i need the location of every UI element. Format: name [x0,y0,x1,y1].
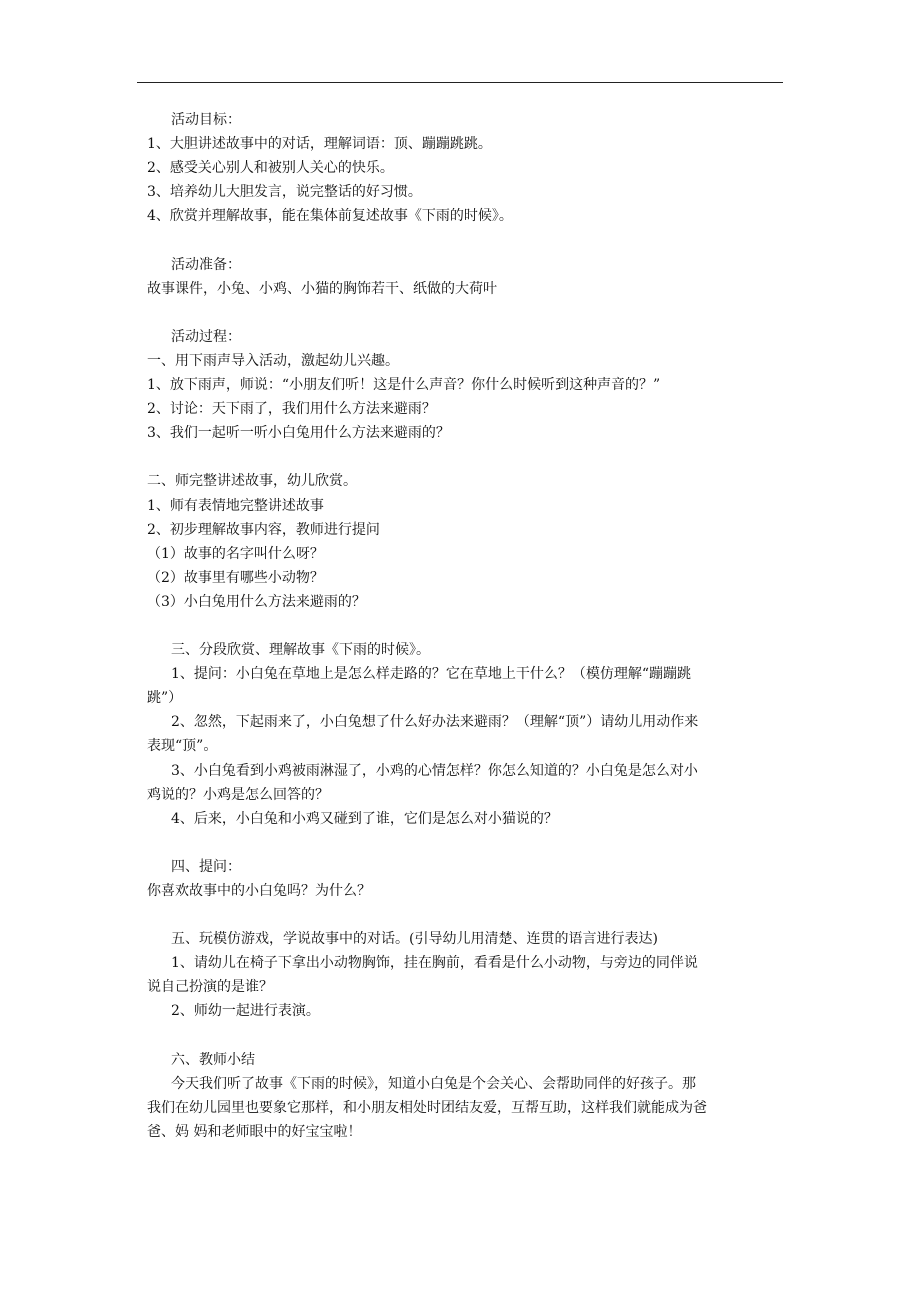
spacer [147,903,787,927]
prep-text: 故事课件，小兔、小鸡、小猫的胸饰若干、纸做的大荷叶 [147,280,497,297]
spacer [147,1024,787,1048]
part3-item2-cont: 表现“顶”。 [147,738,218,755]
part5-item2: 2、师幼一起进行表演。 [171,1003,320,1020]
part3-item4: 4、后来，小白兔和小鸡又碰到了谁，它们是怎么对小猫说的？ [171,810,558,827]
summary-line: 我们在幼儿园里也要象它那样，和小朋友相处时团结友爱，互帮互助，这样我们就能成为爸 [147,1099,707,1116]
prep-heading: 活动准备： [171,256,241,273]
part6-title: 六、教师小结 [171,1051,255,1068]
part3-item2: 2、忽然，下起雨来了，小白兔想了什么好办法来避雨？（理解“顶”）请幼儿用动作来 [171,714,699,731]
spacer [147,301,787,325]
part3-title: 三、分段欣赏、理解故事《下雨的时候》。 [171,642,430,659]
part4-title: 四、提问： [171,858,241,875]
part1-title: 一、用下雨声导入活动，激起幼儿兴趣。 [147,352,399,369]
part3-item1-cont: 跳”） [147,690,183,707]
part5-item1-cont: 说自己扮演的是谁？ [147,979,273,996]
part3-item3: 3、小白兔看到小鸡被雨淋湿了，小鸡的心情怎样？你怎么知道的？小白兔是怎么对小 [171,762,698,779]
spacer [147,831,787,855]
summary-line: 今天我们听了故事《下雨的时候》，知道小白兔是个会关心、会帮助同伴的好孩子。那 [171,1075,696,1092]
part1-item: 1、放下雨声，师说：“小朋友们听！这是什么声音？你什么时候听到这种声音的？” [147,377,661,394]
part2-question: （2）故事里有哪些小动物？ [147,569,324,586]
spacer [147,614,787,638]
document-body [147,108,787,1144]
spacer [147,228,787,252]
goals-heading: 活动目标： [171,112,241,128]
part1-item: 2、讨论：天下雨了，我们用什么方法来避雨？ [147,401,436,418]
part5-title: 五、玩模仿游戏，学说故事中的对话。(引导幼儿用清楚、连贯的语言进行表达) [171,931,658,948]
part2-item: 2、初步理解故事内容，教师进行提问 [147,521,380,538]
goal-item: 3、培养幼儿大胆发言，说完整话的好习惯。 [147,184,422,201]
part5-item1: 1、请幼儿在椅子下拿出小动物胸饰，挂在胸前，看看是什么小动物，与旁边的同伴说 [171,955,698,972]
part2-question: （1）故事的名字叫什么呀？ [147,545,324,562]
part2-title: 二、师完整讲述故事，幼儿欣赏。 [147,473,357,490]
part3-item1: 1、提问：小白兔在草地上是怎么样走路的？它在草地上干什么？（模仿理解“蹦蹦跳 [171,666,692,683]
goal-item: 4、欣赏并理解故事，能在集体前复述故事《下雨的时候》。 [147,208,513,225]
part4-question: 你喜欢故事中的小白兔吗？为什么？ [147,883,371,899]
goal-item: 1、大胆讲述故事中的对话，理解词语：顶、蹦蹦跳跳。 [147,136,492,153]
process-heading: 活动过程： [171,328,241,345]
summary-line: 爸、妈 妈和老师眼中的好宝宝啦！ [147,1123,362,1140]
goal-item: 2、感受关心别人和被别人关心的快乐。 [147,160,394,177]
spacer [147,445,787,469]
part3-item3-cont: 鸡说的？小鸡是怎么回答的？ [147,786,329,803]
header-rule [137,82,783,83]
part2-question: （3）小白兔用什么方法来避雨的？ [147,593,366,610]
part1-item: 3、我们一起听一听小白兔用什么方法来避雨的？ [147,425,450,442]
part2-item: 1、师有表情地完整讲述故事 [147,497,324,514]
